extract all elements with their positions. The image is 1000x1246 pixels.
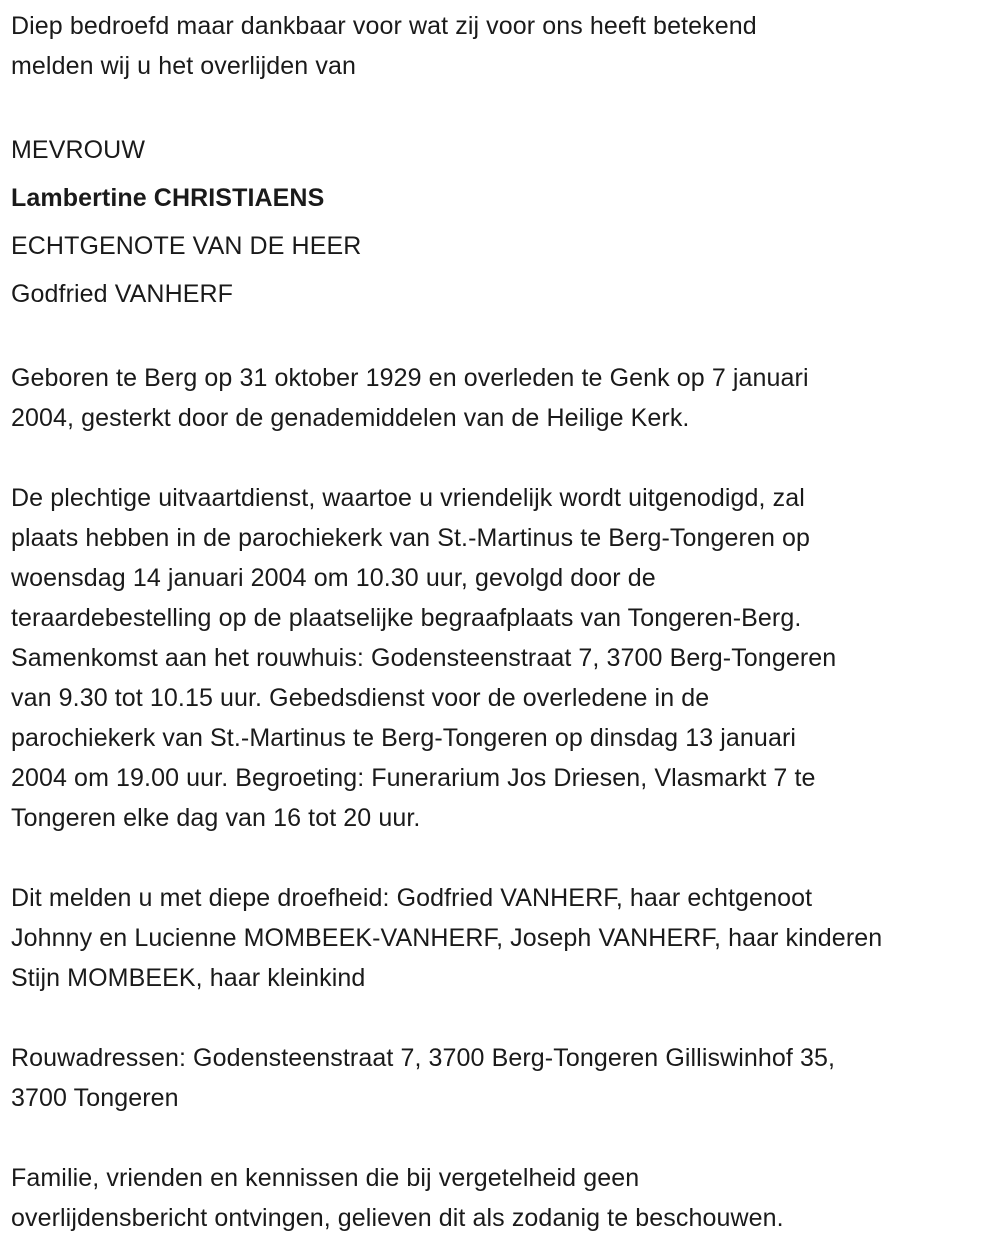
family-line: Johnny en Lucienne MOMBEEK-VANHERF, Joseph VANHERF, haar kinderen [11,924,883,952]
intro-line: melden wij u het overlijden van [11,52,356,80]
paragraph-gap [11,318,1000,358]
funeral-line: 2004 om 19.00 uur. Begroeting: Funerarium Jos Driesen, Vlasmarkt 7 te [11,764,816,792]
birth-death-line: Geboren te Berg op 31 oktober 1929 en overleden te Genk op 7 januari [11,364,809,392]
spouse-name: Godfried VANHERF [11,280,234,308]
funeral-line: plaats hebben in de parochiekerk van St.-Martinus te Berg-Tongeren op [11,524,811,552]
deceased-relation: ECHTGENOTE VAN DE HEER [11,232,362,260]
funeral-line: Tongeren elke dag van 16 tot 20 uur. [11,804,421,832]
funeral-line: parochiekerk van St.-Martinus te Berg-Tongeren op dinsdag 13 januari [11,724,797,752]
family-line: Stijn MOMBEEK, haar kleinkind [11,964,366,992]
closing-line: overlijdensbericht ontvingen, gelieven dit als zodanig te beschouwen. [11,1204,784,1232]
birth-death-line: 2004, gesterkt door de genademiddelen van de Heilige Kerk. [11,404,690,432]
funeral-line: van 9.30 tot 10.15 uur. Gebedsdienst voor de overledene in de [11,684,710,712]
funeral-line: Samenkomst aan het rouwhuis: Godensteenstraat 7, 3700 Berg-Tongeren [11,644,837,672]
paragraph-gap [11,1118,1000,1158]
paragraph-gap [11,86,1000,126]
closing-line: Familie, vrienden en kennissen die bij vergetelheid geen [11,1164,640,1192]
paragraph-gap [11,838,1000,878]
family-line: Dit melden u met diepe droefheid: Godfried VANHERF, haar echtgenoot [11,884,813,912]
address-line: 3700 Tongeren [11,1084,179,1112]
intro-line: Diep bedroefd maar dankbaar voor wat zij voor ons heeft betekend [11,12,757,40]
paragraph-gap [11,438,1000,478]
closing-paragraph [11,1158,1000,1238]
deceased-block [11,126,1000,318]
family-paragraph [11,878,1000,998]
funeral-line: woensdag 14 januari 2004 om 10.30 uur, gevolgd door de [11,564,656,592]
paragraph-gap [11,998,1000,1038]
birth-death-paragraph [11,358,1000,438]
funeral-line: teraardebestelling op de plaatselijke begraafplaats van Tongeren-Berg. [11,604,802,632]
funeral-line: De plechtige uitvaartdienst, waartoe u vriendelijk wordt uitgenodigd, zal [11,484,805,512]
intro-paragraph [11,6,1000,86]
funeral-paragraph [11,478,1000,838]
addresses-paragraph [11,1038,1000,1118]
deceased-title: MEVROUW [11,136,146,164]
address-line: Rouwadressen: Godensteenstraat 7, 3700 Berg-Tongeren Gilliswinhof 35, [11,1044,836,1072]
deceased-name: Lambertine CHRISTIAENS [11,184,325,212]
